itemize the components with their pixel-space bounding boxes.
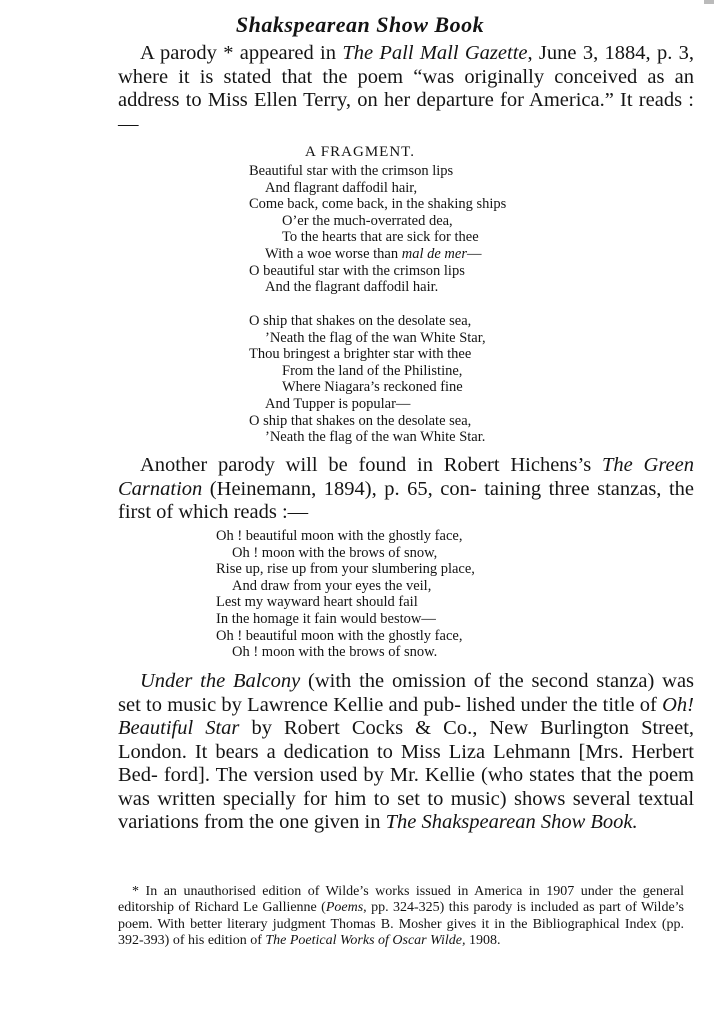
fragment-stanza-2 (249, 313, 486, 446)
verse-line: From the land of the Philistine, (282, 362, 463, 379)
verse-italic-phrase: mal de mer (401, 245, 467, 262)
verse-line: Thou bringest a brighter star with thee (249, 346, 472, 363)
footnote-line6: 1908. (469, 933, 501, 949)
verse-line: Rise up, rise up from your slumbering place, (216, 561, 475, 578)
p3-line6: ford]. The version used by Mr. Kellie (who states that (163, 764, 612, 786)
verse-line: Where Niagara’s reckoned fine (282, 379, 463, 396)
verse-line: O’er the much-overrated dea, (282, 212, 453, 229)
verse-text: With a woe worse than (265, 245, 402, 262)
verse-line: Come back, come back, in the shaking ships (249, 196, 507, 213)
verse-line: Oh ! moon with the brows of snow. (232, 644, 438, 661)
verse-line: To the hearts that are sick for thee (282, 229, 479, 246)
verse-line: Oh ! beautiful moon with the ghostly face, (216, 627, 463, 644)
fragment-title: A FRAGMENT. (305, 144, 415, 160)
p1-line3: originally conceived as an address to Miss Ellen Terry, (118, 65, 694, 111)
paragraph-hichens (118, 454, 694, 525)
footnote-line5a: Index (pp. 392-393) of his edition of (118, 916, 685, 949)
p3-line4: Cocks & Co., New Burlington Street, London. It bears (118, 717, 695, 763)
footnote-line3: 324-325) this parody is included as part of Wilde’s poem. With better (118, 900, 685, 932)
verse-line: ’Neath the flag of the wan White Star, (265, 329, 486, 346)
verse-line: O ship that shakes on the desolate sea, (249, 313, 472, 329)
hichens-stanza (216, 528, 475, 661)
verse-dash: — (466, 245, 482, 262)
p2-line1: Another parody will be found in Robert Hichens’s (140, 454, 592, 476)
verse-line: In the homage it fain would bestow— (216, 610, 436, 627)
page-corner-mark (704, 0, 714, 4)
footnote-edition-title: The Poetical Works of Oscar Wilde, (265, 933, 466, 949)
verse-line: And the flagrant daffodil hair. (265, 279, 439, 296)
verse-line: And Tupper is popular— (265, 395, 411, 412)
footnote (118, 884, 684, 950)
p2-line3: taining three stanzas, the first of which reads :— (118, 477, 694, 523)
p1-line4: on her departure for America.” It reads :— (118, 89, 694, 135)
p3-line1-rest: (with the omission of the second (300, 670, 589, 692)
p3-line8: shows several textual variations from the one given in (118, 787, 695, 833)
verse-line: Oh ! beautiful moon with the ghostly face, (216, 528, 463, 544)
p3-book-title: The Shakspearean Show Book. (385, 811, 638, 833)
p1-date: , June 3, (527, 42, 599, 64)
paragraph-pall-mall (118, 42, 694, 136)
verse-line: Oh ! moon with the brows of snow, (232, 544, 438, 561)
footnote-poems-title: Poems (325, 900, 364, 916)
footnote-line4: literary judgment Thomas B. Mosher gives it in the Bibliographical (227, 916, 620, 932)
verse-line (249, 246, 506, 263)
p1-footnote-ref: * appeared in (223, 42, 343, 64)
p3-line3a: lished under the title of (466, 693, 663, 716)
p3-song-title: Oh! Beautiful Star (118, 693, 695, 739)
verse-line: Beautiful star with the crimson lips (249, 163, 454, 179)
verse-line: Lest my wayward heart should fail (216, 594, 418, 611)
verse-line: ’Neath the flag of the wan White Star. (265, 429, 486, 446)
p1-gazette-title: The Pall Mall Gazette (342, 42, 528, 64)
footnote-line2c: , pp. (363, 900, 389, 916)
p2-line2-rest: (Heinemann, 1894), p. 65, con- (202, 477, 477, 500)
p3-line7: the poem was written specially for him to set to music) (118, 764, 695, 810)
p3-line5: a dedication to Miss Liza Lehmann [Mrs. Herbert Bed- (118, 740, 695, 786)
p3-line3c: by Robert (239, 717, 340, 739)
fragment-stanza-1 (249, 163, 506, 296)
footnote-line2a: 1907 under the general editorship of Richard Le Gallienne ( (118, 884, 684, 916)
verse-line: O ship that shakes on the desolate sea, (249, 412, 472, 429)
verse-line: And draw from your eyes the veil, (232, 577, 432, 594)
verse-line: And flagrant daffodil hair, (265, 179, 418, 196)
running-title: Shakspearean Show Book (235, 12, 485, 37)
p1-text: A parody (140, 42, 224, 64)
paragraph-balcony (118, 670, 694, 835)
p3-line2: stanza) was set to music by Lawrence Kellie and pub- (118, 670, 695, 716)
p1-line2: 1884, p. 3, where it is stated that the poem “was (118, 42, 695, 88)
verse-line: O beautiful star with the crimson lips (249, 262, 465, 279)
p3-poem-title: Under the Balcony (140, 670, 301, 692)
p2-book-title: The Green Carnation (118, 454, 694, 500)
footnote-line1: * In an unauthorised edition of Wilde’s works issued in America in (132, 884, 540, 899)
